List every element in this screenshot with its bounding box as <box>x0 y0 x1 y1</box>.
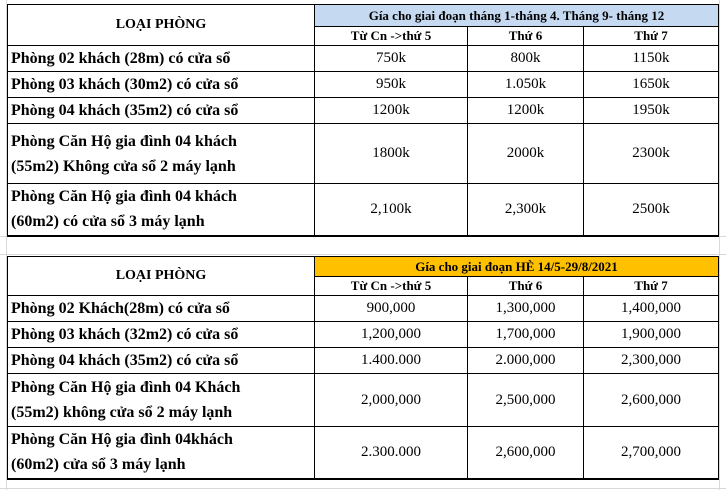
price-fri: 2,300k <box>468 184 584 236</box>
col-sat: Thứ 7 <box>584 277 719 296</box>
room-name <box>8 427 315 479</box>
table-row <box>8 296 719 322</box>
room-name: Phòng 03 khách (30m2) có cửa sổ <box>8 72 315 98</box>
price-sat: 2,600,000 <box>584 374 719 427</box>
room-name <box>8 374 315 427</box>
room-type-header: LOẠI PHÒNG <box>8 257 315 296</box>
price-sun-thu: 750k <box>315 46 468 72</box>
col-fri: Thứ 6 <box>468 277 584 296</box>
price-sun-thu: 900,000 <box>315 296 468 322</box>
price-sat: 2,700,000 <box>584 427 719 479</box>
col-sun-thu: Từ Cn ->thứ 5 <box>315 277 468 296</box>
room-name: Phòng 03 khách (32m2) có cửa sổ <box>8 322 315 348</box>
price-fri: 2000k <box>468 124 584 184</box>
room-name-line2: (60m2) cửa sổ 3 máy lạnh <box>11 456 186 474</box>
room-name-line1: Phòng Căn Hộ gia đình 04 Khách <box>11 379 241 396</box>
period-header: Gía cho giai đoạn HÈ 14/5-29/8/2021 <box>315 257 719 277</box>
price-fri: 2.000,000 <box>468 348 584 374</box>
price-sun-thu: 1.400.000 <box>315 348 468 374</box>
table-row <box>8 427 719 479</box>
room-name: Phòng 02 khách (28m) có cửa sổ <box>8 46 315 72</box>
price-sat: 2500k <box>584 184 719 236</box>
price-fri: 800k <box>468 46 584 72</box>
room-name <box>8 184 315 236</box>
table-row <box>8 322 719 348</box>
room-name-line1: Phòng Căn Hộ gia đình 04 khách <box>11 188 237 206</box>
price-sat: 1,900,000 <box>584 322 719 348</box>
room-name: Phòng 02 Khách(28m) có cửa sổ <box>8 296 315 322</box>
price-sun-thu: 950k <box>315 72 468 98</box>
price-fri: 2,600,000 <box>468 427 584 479</box>
price-sun-thu: 1,200,000 <box>315 322 468 348</box>
table-row <box>8 72 719 98</box>
col-sun-thu: Từ Cn ->thứ 5 <box>315 27 468 46</box>
room-name: Phòng 04 khách (35m2) có cửa sổ <box>8 348 315 374</box>
price-fri: 1,300,000 <box>468 296 584 322</box>
table-row <box>8 348 719 374</box>
col-fri: Thứ 6 <box>468 27 584 46</box>
price-table-summer <box>7 256 719 480</box>
room-name-line2: (60m2) có cửa sổ 3 máy lạnh <box>11 213 205 231</box>
table-row <box>8 98 719 124</box>
room-name-line2: (55m2) không cửa sổ 2 máy lạnh <box>11 404 233 421</box>
room-name: Phòng 04 khách (35m2) có cửa sổ <box>8 98 315 124</box>
price-sun-thu: 2,000,000 <box>315 374 468 427</box>
table-row <box>8 124 719 184</box>
price-sun-thu: 1800k <box>315 124 468 184</box>
table-row <box>8 374 719 427</box>
table-row <box>8 46 719 72</box>
price-sat: 2300k <box>584 124 719 184</box>
room-name-line1: Phòng Căn Hộ gia đình 04khách <box>11 431 233 449</box>
price-sat: 2,300,000 <box>584 348 719 374</box>
period-header: Gía cho giai đoạn tháng 1-tháng 4. Tháng 9- tháng 12 <box>315 5 719 27</box>
table-row <box>8 184 719 236</box>
price-sat: 1150k <box>584 46 719 72</box>
room-type-header: LOẠI PHÒNG <box>8 5 315 46</box>
price-table-low-season <box>7 4 719 237</box>
room-name <box>8 124 315 184</box>
price-sat: 1650k <box>584 72 719 98</box>
price-sat: 1,400,000 <box>584 296 719 322</box>
price-sat: 1950k <box>584 98 719 124</box>
room-name-line2: (55m2) Không cửa sổ 2 máy lạnh <box>11 157 236 175</box>
col-sat: Thứ 7 <box>584 27 719 46</box>
price-sun-thu: 1200k <box>315 98 468 124</box>
price-fri: 2,500,000 <box>468 374 584 427</box>
price-fri: 1.050k <box>468 72 584 98</box>
price-fri: 1200k <box>468 98 584 124</box>
price-sun-thu: 2.300.000 <box>315 427 468 479</box>
room-name-line1: Phòng Căn Hộ gia đình 04 khách <box>11 132 237 150</box>
price-fri: 1,700,000 <box>468 322 584 348</box>
price-sun-thu: 2,100k <box>315 184 468 236</box>
